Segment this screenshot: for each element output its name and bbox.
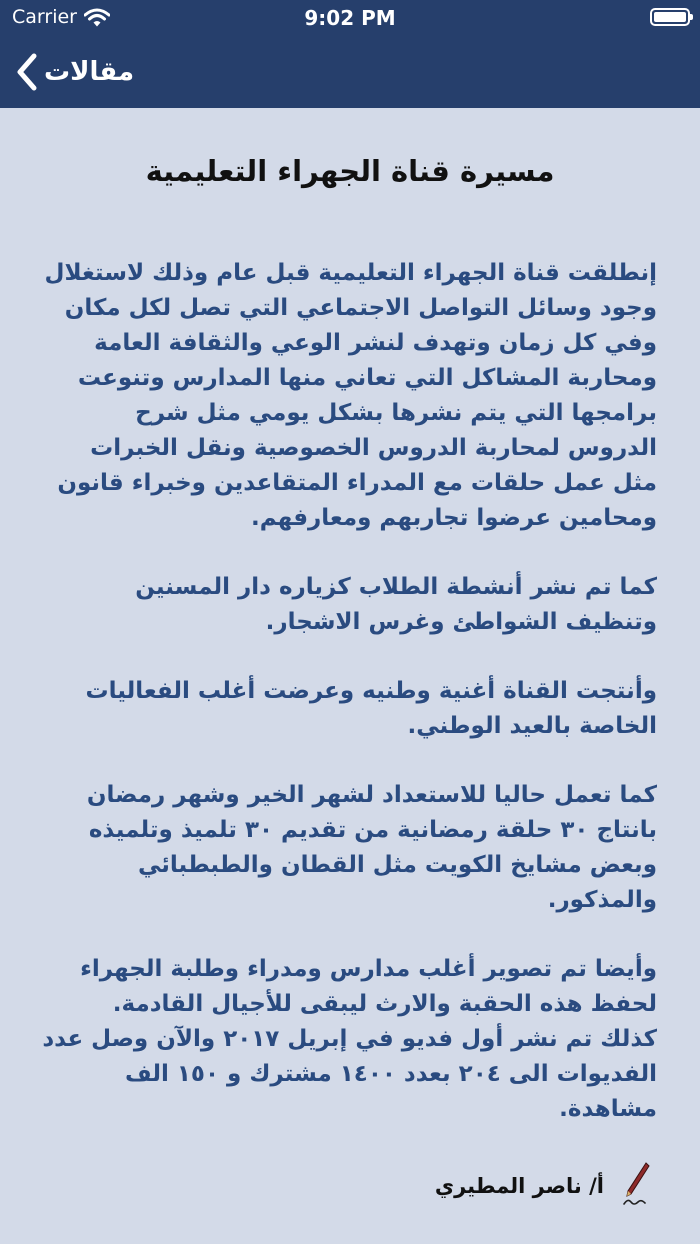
article-body: [40, 256, 657, 1161]
article-content: [0, 108, 700, 1244]
article-title: مسيرة قناة الجهراء التعليمية: [145, 154, 555, 188]
navigation-bar: [0, 36, 700, 108]
back-button-label: مقالات: [44, 57, 135, 87]
chevron-left-icon: [16, 53, 38, 91]
article-paragraph: كما تعمل حاليا للاستعداد لشهر الخير وشهر رمضان بانتاج ٣٠ حلقة رمضانية من تقديم ٣٠ تلميذ وتلميذه وبعض مشايخ الكويت مثل القطان والطبطبائي والمذكور.: [86, 782, 657, 913]
article-paragraph: إنطلقت قناة الجهراء التعليمية قبل عام وذلك لاستغلال وجود وسائل التواصل الاجتماعي التي تصل لكل مكان وفي كل زمان وتهدف لنشر الوعي والثقافة العامة ومحاربة المشاكل التي تعاني منها المدارس وتنوعت برامجها التي يتم نشرها بشكل يومي مثل شرح الدروس لمحاربة الدروس الخصوصية ونقل الخبرات مثل عمل حلقات مع المدراء المتقاعدين وخبراء قانون ومحامين عرضوا تجاربهم ومعارفهم.: [44, 260, 657, 531]
battery-icon: [650, 8, 690, 26]
carrier-label: Carrier: [12, 6, 77, 28]
status-time: 9:02 PM: [304, 6, 396, 30]
pen-icon: [618, 1160, 652, 1212]
author-signature: [435, 1160, 652, 1212]
author-name: أ/ ناصر المطيري: [434, 1174, 604, 1198]
article-paragraph: وأيضا تم تصوير أغلب مدارس ومدراء وطلبة الجهراء لحفظ هذه الحقبة والارث ليبقى للأجيال القادمة.: [80, 956, 657, 1017]
back-button[interactable]: [16, 46, 134, 98]
article-paragraph: كذلك تم نشر أول فديو في إبريل ٢٠١٧ والآن وصل عدد الفديوات الى ٢٠٤ بعدد ١٤٠٠ مشترك و ١٥٠ الف مشاهدة.: [42, 1026, 657, 1122]
article-paragraph: كما تم نشر أنشطة الطلاب كزياره دار المسنين وتنظيف الشواطئ وغرس الاشجار.: [135, 574, 657, 635]
article-paragraph: وأنتجت القناة أغنية وطنيه وعرضت أغلب الفعاليات الخاصة بالعيد الوطني.: [85, 678, 657, 739]
status-bar: [0, 0, 700, 36]
